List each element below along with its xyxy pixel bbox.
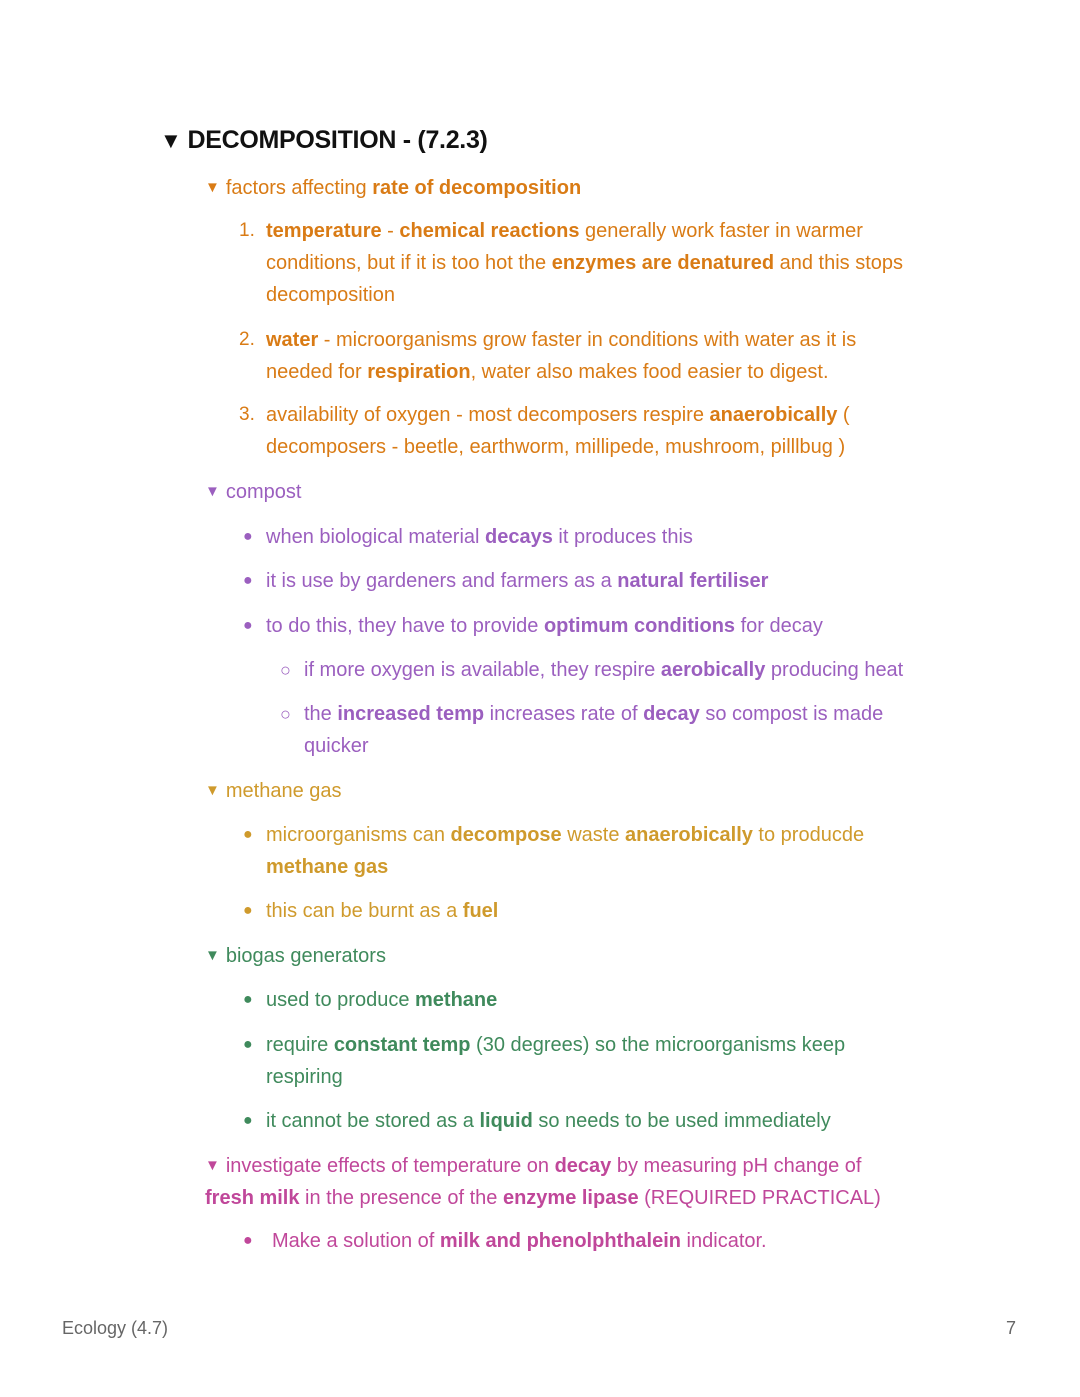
bullet-icon: ● (243, 1232, 253, 1249)
heading-text: DECOMPOSITION - (7.2.3) (187, 126, 488, 154)
bullet-icon: ● (243, 826, 253, 843)
list-item: this can be burnt as a fuel (266, 900, 499, 922)
footer-document-title: Ecology (4.7) (62, 1318, 169, 1338)
list-item: when biological material decays it produces this (266, 526, 693, 548)
list-number: 2. (239, 329, 255, 350)
list-item: water - microorganisms grow faster in conditions with water as it is (266, 329, 857, 351)
list-item: temperature - chemical reactions generally work faster in warmer (266, 220, 863, 242)
list-item-line: quicker (304, 735, 369, 757)
toggle-biogas-generators[interactable]: ▼ biogas generators (205, 945, 386, 967)
hollow-bullet-icon: ○ (280, 660, 291, 680)
bullet-icon: ● (243, 1112, 253, 1129)
list-item-line: decomposers - beetle, earthworm, millipede, mushroom, pilllbug ) (266, 436, 846, 458)
collapse-triangle-icon[interactable]: ▼ (205, 1157, 220, 1174)
list-item-line: needed for respiration, water also makes food easier to digest. (266, 361, 829, 383)
toggle-factors[interactable]: ▼ factors affecting rate of decomposition (205, 177, 582, 199)
bullet-icon: ● (243, 991, 253, 1008)
collapse-triangle-icon[interactable]: ▼ (205, 179, 220, 196)
list-item: used to produce methane (266, 989, 498, 1011)
list-item-line: respiring (266, 1066, 343, 1088)
list-item: availability of oxygen - most decomposers respire anaerobically ( (266, 404, 850, 426)
list-item: it is use by gardeners and farmers as a natural fertiliser (266, 570, 769, 592)
list-item: to do this, they have to provide optimum conditions for decay (266, 615, 823, 637)
list-item-line: conditions, but if it is too hot the enzymes are denatured and this stops (266, 252, 904, 274)
list-number: 1. (239, 220, 255, 241)
section-heading[interactable] (160, 126, 488, 155)
bullet-icon: ● (243, 1036, 253, 1053)
collapse-triangle-icon[interactable]: ▼ (205, 947, 220, 964)
list-item-line: methane gas (266, 856, 389, 878)
list-item-line: decomposition (266, 284, 395, 306)
toggle-required-practical[interactable]: ▼ investigate effects of temperature on decay by measuring pH change of (205, 1155, 862, 1177)
list-item: if more oxygen is available, they respire aerobically producing heat (304, 659, 904, 681)
bullet-icon: ● (243, 572, 253, 589)
collapse-triangle-icon[interactable]: ▼ (205, 483, 220, 500)
list-number: 3. (239, 404, 255, 425)
page-number: 7 (1005, 1318, 1016, 1338)
list-item: it cannot be stored as a liquid so needs to be used immediately (266, 1110, 831, 1132)
list-item: microorganisms can decompose waste anaerobically to producde (266, 824, 865, 846)
toggle-text-line: fresh milk in the presence of the enzyme lipase (REQUIRED PRACTICAL) (205, 1187, 881, 1209)
collapse-triangle-icon[interactable]: ▼ (205, 782, 220, 799)
list-item: require constant temp (30 degrees) so the microorganisms keep (266, 1034, 846, 1056)
toggle-compost[interactable]: ▼ compost (205, 481, 302, 503)
toggle-methane-gas[interactable]: ▼ methane gas (205, 780, 342, 802)
hollow-bullet-icon: ○ (280, 704, 291, 724)
bullet-icon: ● (243, 617, 253, 634)
list-item: Make a solution of milk and phenolphthalein indicator. (272, 1230, 767, 1252)
collapse-triangle-icon[interactable]: ▼ (160, 128, 182, 153)
bullet-icon: ● (243, 528, 253, 545)
list-item: the increased temp increases rate of decay so compost is made (304, 703, 884, 725)
bullet-icon: ● (243, 902, 253, 919)
